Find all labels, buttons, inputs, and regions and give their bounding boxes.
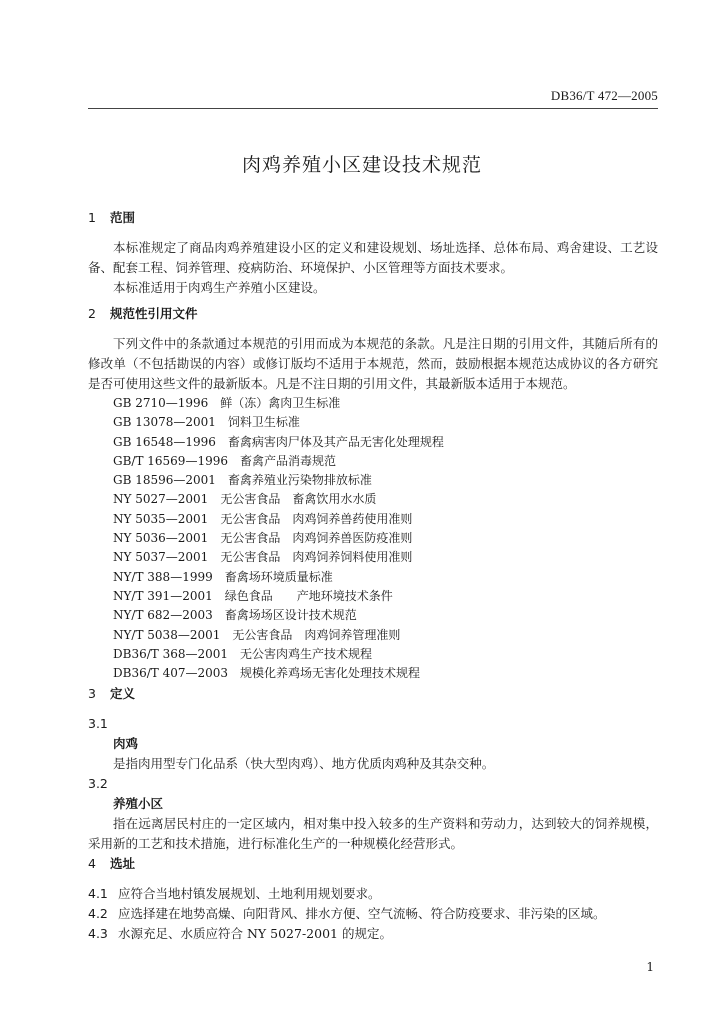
section-title: 规范性引用文件 [110,306,198,321]
section-title: 选址 [110,856,136,871]
standard-code: DB36/T 472—2005 [550,88,658,103]
section-site-selection [88,854,658,944]
clause-number: 4.3 [88,926,108,941]
reference-item: NY 5027—2001 无公害食品 畜禽饮用水水质 [113,492,377,507]
header-divider [88,108,658,109]
section-heading [88,684,658,704]
clause-text: 水源充足、水质应符合 NY 5027-2001 的规定。 [118,926,392,941]
reference-item: NY 5035—2001 无公害食品 肉鸡饲养兽药使用准则 [113,511,413,526]
definition-term: 养殖小区 [113,796,164,811]
definition-text: 是指肉用型专门化品系（快大型肉鸡）、地方优质肉鸡种及其杂交种。 [113,756,495,771]
paragraph: 本标准规定了商品肉鸡养殖建设小区的定义和建设规划、场址选择、总体布局、鸡舍建设、工艺设备、配套工程、饲养管理、疫病防治、环境保护、小区管理等方面技术要求。 [88,240,658,275]
definition-number: 3.1 [88,716,108,731]
section-title: 范围 [110,210,136,225]
reference-item: NY 5036—2001 无公害食品 肉鸡饲养兽医防疫准则 [113,531,413,546]
clause-item [88,884,658,904]
document-title: 肉鸡养殖小区建设技术规范 [241,154,482,176]
reference-item: NY/T 682—2003 畜禽场场区设计技术规范 [113,608,357,623]
clause-number: 4.2 [88,906,108,921]
definition-term: 肉鸡 [113,736,139,751]
clause-item [88,904,658,924]
reference-item: DB36/T 368—2001 无公害肉鸡生产技术规程 [113,646,373,661]
reference-item: NY/T 388—1999 畜禽场环境质量标准 [113,569,333,584]
clause-item [88,924,658,944]
reference-item: GB 2710—1996 鲜（冻）禽肉卫生标准 [113,396,341,410]
section-heading [88,304,658,324]
clause-text: 应选择建在地势高燥、向阳背风、排水方便、空气流畅、符合防疫要求、非污染的区域。 [118,906,606,921]
section-title: 定义 [110,686,136,701]
section-heading [88,854,658,874]
definition-number: 3.2 [88,776,108,791]
reference-item: NY 5037—2001 无公害食品 肉鸡饲养饲料使用准则 [113,550,413,565]
section-number: 4 [88,856,96,871]
clause-text: 应符合当地村镇发展规划、土地利用规划要求。 [118,886,381,901]
section-heading [88,208,658,228]
page-number: 1 [646,960,654,974]
reference-item: NY/T 5038—2001 无公害食品 肉鸡饲养管理准则 [113,627,401,642]
definition-text: 指在远离居民村庄的一定区域内，相对集中投入较多的生产资料和劳动力，达到较大的饲养规模，采用新的工艺和技术措施，进行标准化生产的一种规模化经营形式。 [88,816,658,851]
section-number: 2 [88,306,96,321]
section-number: 3 [88,686,96,701]
clause-number: 4.1 [88,886,108,901]
section-definitions [88,684,658,854]
paragraph: 本标准适用于肉鸡生产养殖小区建设。 [113,280,326,295]
reference-item: GB 16548—1996 畜禽病害肉尸体及其产品无害化处理规程 [113,434,444,449]
section-scope [88,208,658,298]
reference-item: DB36/T 407—2003 规模化养鸡场无害化处理技术规程 [113,666,421,681]
reference-item: NY/T 391—2001 绿色食品 产地环境技术条件 [113,588,393,603]
reference-item: GB 18596—2001 畜禽养殖业污染物排放标准 [113,473,372,488]
section-number: 1 [88,210,96,225]
reference-item: GB 13078—2001 饲料卫生标准 [113,415,300,430]
reference-list [88,394,658,683]
reference-item: GB/T 16569—1996 畜禽产品消毒规范 [113,453,336,468]
section-normative-references [88,304,658,683]
paragraph: 下列文件中的条款通过本规范的引用而成为本规范的条款。凡是注日期的引用文件，其随后所有的修改单（不包括勘误的内容）或修订版均不适用于本规范，然而，鼓励根据本规范达成协议的各方研究是否可使用这些文件的最新版本。凡是不注日期的引用文件，其最新版本适用于本规范。 [88,336,658,391]
